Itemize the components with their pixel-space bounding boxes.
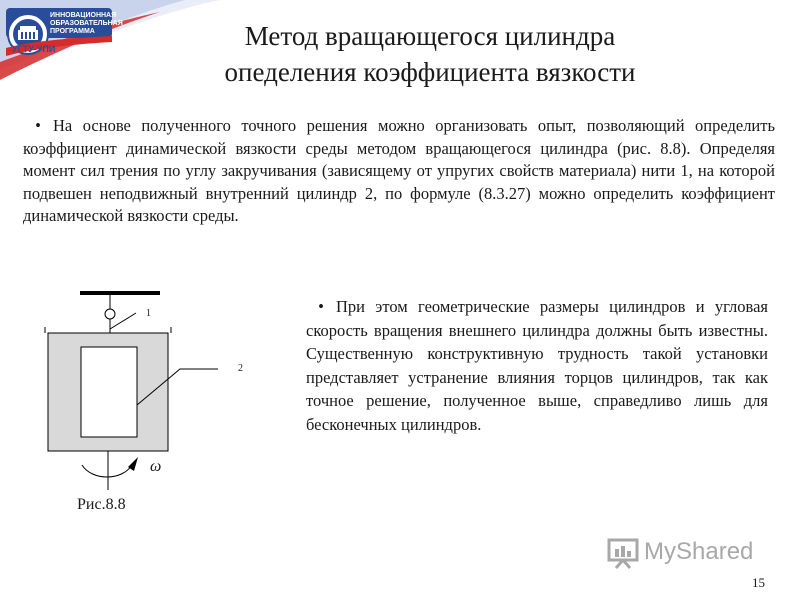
- figure-label-inner-cylinder: 2: [238, 363, 243, 374]
- inner-cylinder: [81, 347, 137, 437]
- title-line-1: Метод вращающегося цилиндра: [244, 21, 616, 51]
- page-number: 15: [752, 575, 765, 590]
- logo-university-name: УГТУ-УПИ: [12, 44, 56, 54]
- bullet-icon: •: [318, 297, 324, 316]
- figure-caption: Рис.8.8: [77, 496, 126, 513]
- logo-caption: ИННОВАЦИОННАЯ ОБРАЗОВАТЕЛЬНАЯ ПРОГРАММА: [50, 12, 123, 35]
- title-line-2: опеделения коэффициента вязкости: [224, 57, 636, 87]
- thread-knot: [105, 309, 115, 319]
- bullet-icon: •: [35, 116, 41, 135]
- omega-symbol: ω: [150, 458, 162, 475]
- watermark-text: MyShared: [644, 538, 754, 565]
- presentation-board-icon: [606, 536, 640, 570]
- slide-title: [140, 18, 720, 90]
- paragraph-side-text: При этом геометрические размеры цилиндров и угловая скорость вращения внешнего цилиндра должны быть известны. Существенную конструктивную трудность такой установки представляет устранение влияния торцов цилиндров, так как точное решение, полученное выше, справедливо лишь для бесконечных цилиндров.: [306, 297, 768, 434]
- paragraph-main-text: На основе полученного точного решения можно организовать опыт, позволяющий определить коэффициент динамической вязкости среды методом вращающегося цилиндра (рис. 8.8). Определяя момент сил трения по углу закручивания (зависящему от упругих свойств материала) нити 1, на которой подвешен неподвижный внутренний цилиндр 2, по формуле (8.3.27) можно определить коэффициент динамической вязкости среды.: [23, 116, 775, 226]
- paragraph-side: [306, 295, 768, 436]
- figure-label-thread: 1: [146, 308, 151, 319]
- rotation-arrow: [82, 465, 132, 477]
- paragraph-main: [23, 115, 775, 228]
